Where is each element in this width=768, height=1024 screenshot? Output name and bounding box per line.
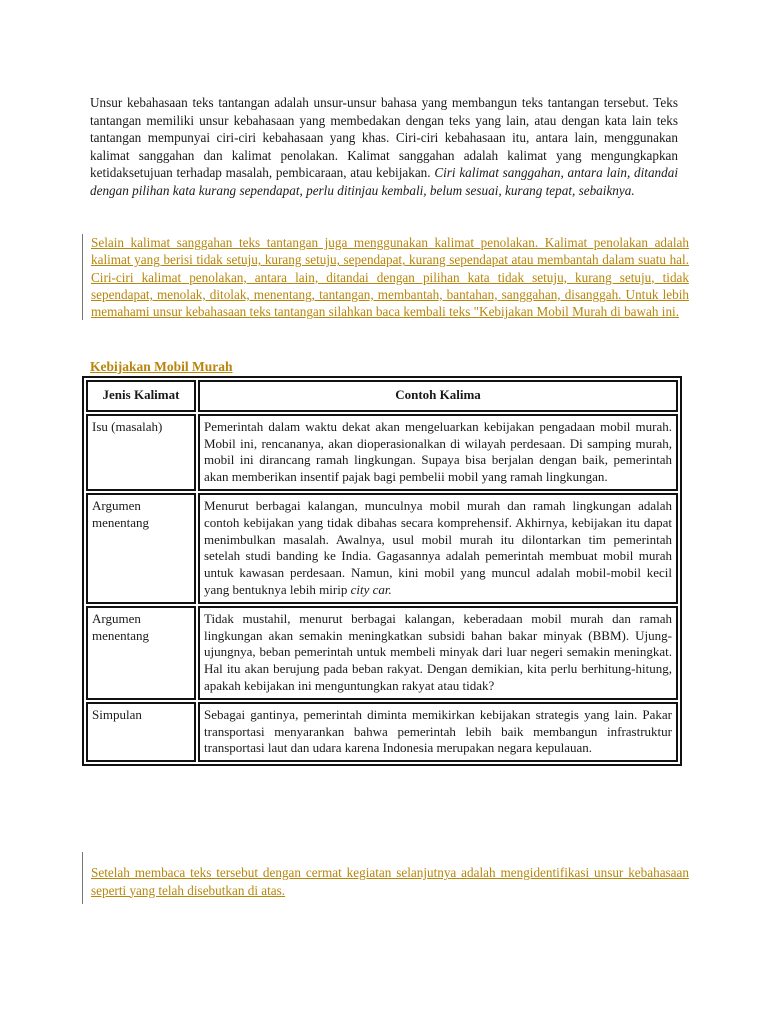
penolakan-block	[82, 234, 689, 320]
row-example-italic: city car.	[350, 581, 392, 597]
table-row	[86, 493, 678, 604]
row-example-text: Sebagai gantinya, pemerintah diminta memikirkan kebijakan strategis yang lain. Pakar transportasi menyarankan bahwa pemerintah lebih baik membangun infrastruktur transportasi laut dan udara karena Indonesia merupakan negara kepulauan.	[204, 706, 672, 756]
row-example-text: Tidak mustahil, menurut berbagai kalangan, keberadaan mobil murah dan ramah lingkungan akan semakin meningkatkan subsidi bahan bakar minyak (BBM). Ujung-ujungnya, beban pemerintah untuk membeli minyak dari luar negeri semakin meningkat. Hal itu akan berujung pada beban rakyat. Dengan demikian, kita perlu berhitung-hitung, apakah kebijakan ini menguntungkan rakyat atau tidak?	[204, 610, 672, 693]
closing-paragraph: Setelah membaca teks tersebut dengan cermat kegiatan selanjutnya adalah mengidentifikasi unsur kebahasaan seperti yang telah disebutkan di atas.	[91, 865, 689, 898]
table-row	[86, 606, 678, 700]
intro-paragraph	[90, 94, 678, 199]
row-example	[198, 493, 678, 604]
row-example-text: Pemerintah dalam waktu dekat akan mengeluarkan kebijakan pengadaan mobil murah. Mobil ini, rencananya, akan dioperasionalkan di wilayah perdesaan. Di samping murah, mobil ini dirancang ramah lingkungan. Supaya bisa berjalan dengan baik, pemerintah akan memberikan insentif pajak bagi pembelii mobil yang ramah lingkungan.	[204, 418, 672, 485]
example-table	[82, 376, 682, 766]
header-jenis-kalimat: Jenis Kalimat	[86, 380, 196, 412]
row-type: Isu (masalah)	[86, 414, 196, 491]
row-type: Argumen menentang	[86, 493, 196, 604]
intro-text: Unsur kebahasaan teks tantangan adalah unsur-unsur bahasa yang membangun teks tantangan tersebut. Teks tantangan memiliki unsur kebahasaan yang membedakan dengan teks yang lain, atau dengan kata lain teks tantangan mempunyai ciri-ciri kebahasaan yang khas. Ciri-ciri kebahasaan itu, antara lain, menggunakan kalimat sanggahan dan kalimat penolakan. Kalimat sanggahan adalah kalimat yang mengungkapkan ketidaksetujuan terhadap masalah, pembicaraan, atau kebijakan.	[90, 95, 678, 180]
table-title: Kebijakan Mobil Murah	[90, 359, 233, 374]
row-example	[198, 414, 678, 491]
table-row	[86, 702, 678, 762]
row-example	[198, 606, 678, 700]
header-contoh-kalimat: Contoh Kalima	[198, 380, 678, 412]
penolakan-paragraph: Selain kalimat sanggahan teks tantangan juga menggunakan kalimat penolakan. Kalimat penolakan adalah kalimat yang berisi tidak setuju, kurang setuju, sependapat, kurang sependapat atau membantah dalam suatu hal. Ciri-ciri kalimat penolakan, antara lain, ditandai dengan pilihan kata tidak setuju, kurang setuju, tidak sependapat, menolak, ditolak, menentang, tantangan, membantah, bantahan, sanggahan, disanggah. Untuk lebih memahami unsur kebahasaan teks tantangan silahkan baca kembali teks "Kebijakan Mobil Murah di bawah ini.	[91, 235, 689, 320]
row-example	[198, 702, 678, 762]
table-header-row	[86, 380, 678, 412]
row-example-text: Menurut berbagai kalangan, munculnya mobil murah dan ramah lingkungan adalah contoh kebijakan yang tidak dibahas secara komprehensif. Akhirnya, kebijakan itu dapat menimbulkan masalah. Awalnya, usul mobil murah itu dilontarkan tim pemerintah setelah studi banding ke India. Gagasannya adalah pemerintah membuat mobil murah untuk kawasan perdesaan. Namun, kini mobil yang muncul adalah mobil-mobil kecil yang bentuknya lebih mirip	[204, 497, 672, 597]
intro-italic-text: Ciri kalimat sanggahan, antara lain, ditandai dengan pilihan kata kurang sependapat, perlu ditinjau kembali, belum sesuai, kurang tepat, sebaiknya.	[90, 165, 678, 198]
row-type: Simpulan	[86, 702, 196, 762]
closing-block	[82, 852, 689, 904]
row-type: Argumen menentang	[86, 606, 196, 700]
table-row	[86, 414, 678, 491]
